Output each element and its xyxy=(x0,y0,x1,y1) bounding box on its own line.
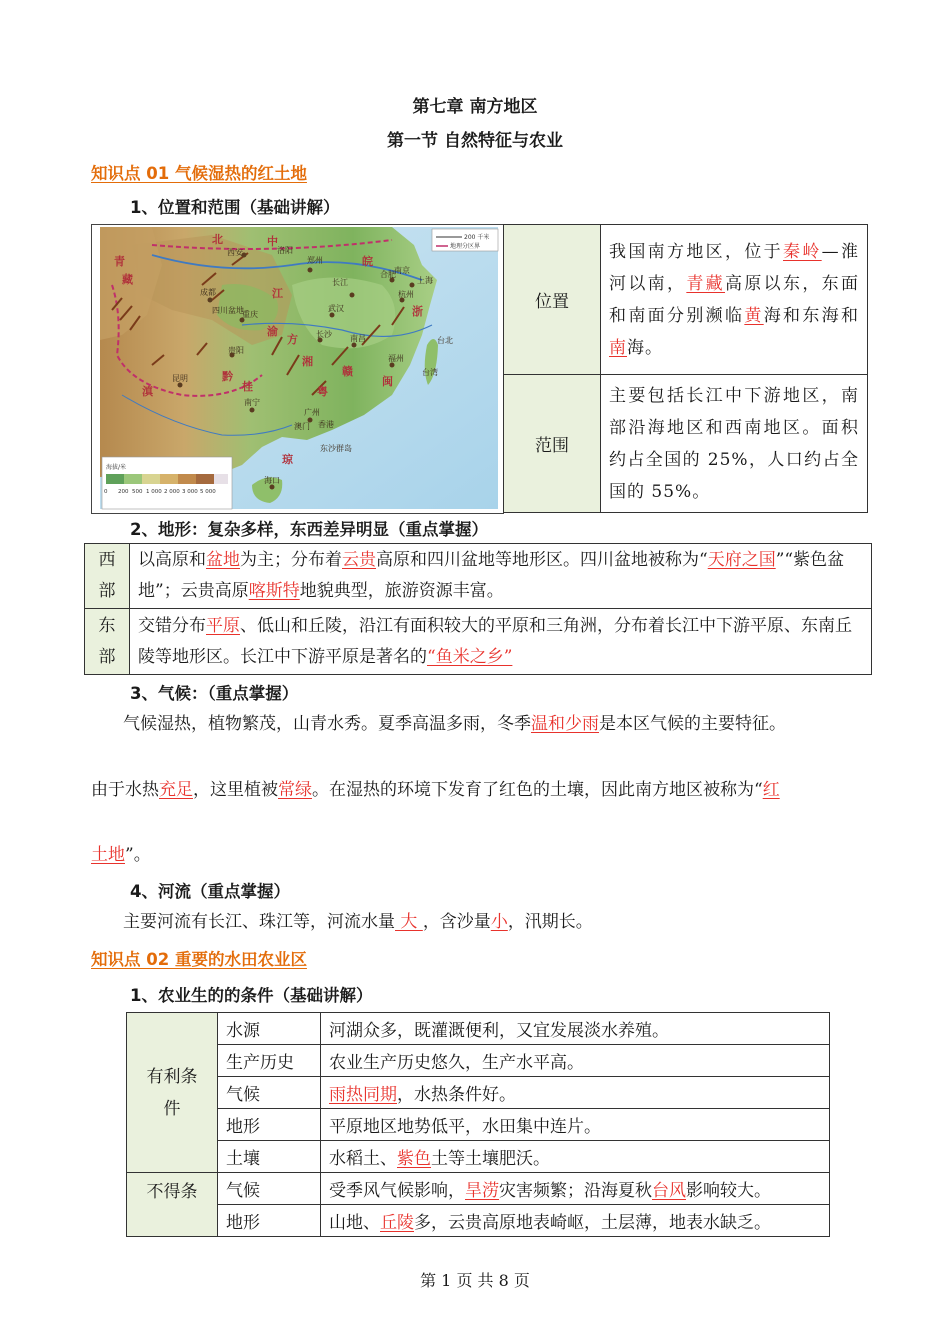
factor-label: 气候 xyxy=(218,1077,321,1109)
climate-heading: 3、气候：（重点掌握） xyxy=(130,684,299,703)
map-place-label: 广州 xyxy=(304,408,320,417)
map-elevation-tick: 2 000 xyxy=(164,489,180,495)
map-place-label: 桂 xyxy=(242,380,253,393)
map-place-label: 福州 xyxy=(388,354,404,363)
terrain-west-text: 以高原和盆地为主；分布着云贵高原和四川盆地等地形区。四川盆地被称为“天府之国”“紫色盆地”；云贵高原喀斯特地貌典型，旅游资源丰富。 xyxy=(130,544,872,609)
map-place-label: 合肥 xyxy=(380,270,396,279)
location-heading: 1、位置和范围（基础讲解） xyxy=(130,198,340,217)
map-elevation-label: 海拔/米 xyxy=(106,464,127,471)
factor-label: 地形 xyxy=(218,1109,321,1141)
map-place-label: 长江 xyxy=(332,278,348,287)
agri-conditions-heading: 1、农业生的的条件（基础讲解） xyxy=(130,986,373,1005)
south-china-map xyxy=(91,224,504,514)
map-place-label: 青 xyxy=(114,255,125,268)
factor-text: 水稻土、紫色土等土壤肥沃。 xyxy=(321,1141,830,1173)
map-place-label: 滇 xyxy=(142,385,153,398)
factor-label: 气候 xyxy=(218,1173,321,1205)
map-place-label: 皖 xyxy=(362,255,373,268)
map-place-label: 东沙群岛 xyxy=(320,444,352,453)
terrain-east-text: 交错分布平原、低山和丘陵，沿江有面积较大的平原和三角洲，分布着长江中下游平原、东南丘陵等地形区。长江中下游平原是著名的“鱼米之乡” xyxy=(130,609,872,675)
river-paragraph: 主要河流有长江、珠江等，河流水量 大 ，含沙量小，汛期长。 xyxy=(123,912,593,932)
map-place-label: 长沙 xyxy=(316,330,332,339)
climate-paragraph-3: 土地”。 xyxy=(91,845,151,865)
map-elevation-tick: 1 000 xyxy=(146,489,162,495)
map-place-label: 琼 xyxy=(282,453,293,466)
map-place-label: 上海 xyxy=(417,276,433,285)
map-place-label: 南京 xyxy=(394,266,410,275)
knowledge-point-1-heading: 知识点 01 气候湿热的红土地 xyxy=(91,164,307,183)
terrain-table xyxy=(84,543,872,675)
map-place-label: 南宁 xyxy=(244,398,260,407)
map-place-label: 浙 xyxy=(412,305,423,318)
scope-label: 范围 xyxy=(504,375,601,513)
factor-text: 雨热同期，水热条件好。 xyxy=(321,1077,830,1109)
map-elevation-tick: 0 xyxy=(104,489,108,495)
climate-paragraph-1: 气候湿热，植物繁茂，山青水秀。夏季高温多雨，冬季温和少雨是本区气候的主要特征。 xyxy=(123,714,786,734)
map-place-label: 成都 xyxy=(200,288,216,297)
factor-label: 水源 xyxy=(218,1013,321,1045)
knowledge-point-2-heading: 知识点 02 重要的水田农业区 xyxy=(91,950,307,969)
map-place-label: 粤 xyxy=(317,385,328,398)
map-place-label: 中 xyxy=(267,235,278,248)
map-place-label: 台北 xyxy=(437,336,453,345)
agri-conditions-table xyxy=(126,1012,830,1237)
map-place-label: 闽 xyxy=(382,375,393,388)
map-elevation-tick: 500 xyxy=(132,489,143,495)
map-place-label: 南昌 xyxy=(350,334,366,343)
climate-paragraph-2: 由于水热充足，这里植被常绿。在湿热的环境下发育了红色的土壤，因此南方地区被称为“红 xyxy=(91,780,780,800)
map-place-label: 香港 xyxy=(318,420,334,429)
map-elevation-scale xyxy=(106,474,228,484)
factor-text: 受季风气候影响，旱涝灾害频繁；沿海夏秋台风影响较大。 xyxy=(321,1173,830,1205)
map-place-label: 藏 xyxy=(122,273,133,286)
map-place-label: 四川盆地 xyxy=(212,306,244,315)
map-place-label: 海口 xyxy=(264,476,280,485)
page-footer: 第 1 页 共 8 页 xyxy=(420,1271,530,1290)
terrain-west-label: 西 部 xyxy=(85,544,130,609)
chapter-title: 第七章 南方地区 xyxy=(412,97,538,117)
map-place-label: 黔 xyxy=(222,370,233,383)
map-elevation-tick: 3 000 xyxy=(182,489,198,495)
terrain-heading: 2、地形：复杂多样，东西差异明显（重点掌握） xyxy=(130,520,488,539)
map-place-label: 洛阳 xyxy=(277,246,293,255)
map-place-label: 武汉 xyxy=(328,304,344,313)
location-scope-table xyxy=(503,224,868,513)
factor-label: 土壤 xyxy=(218,1141,321,1173)
map-place-label: 重庆 xyxy=(242,310,258,319)
favorable-label: 有利条 件 xyxy=(127,1013,218,1173)
section-title: 第一节 自然特征与农业 xyxy=(387,131,563,151)
map-place-label: 西安 xyxy=(227,248,243,257)
terrain-east-label: 东 部 xyxy=(85,609,130,675)
map-place-label: 赣 xyxy=(342,365,353,378)
location-label: 位置 xyxy=(504,225,601,375)
location-text: 我国南方地区，位于秦岭—淮河以南，青藏高原以东，东面和南面分别濒临黄海和东海和南海。 xyxy=(601,225,868,375)
map-place-label: 澳门 xyxy=(294,422,310,431)
map-place-label: 江 xyxy=(272,287,283,300)
map-elevation-tick: 5 000 xyxy=(200,489,216,495)
map-graphic xyxy=(92,225,504,513)
map-place-label: 方 xyxy=(287,333,298,346)
unfavorable-label: 不得条 xyxy=(127,1173,218,1237)
map-place-label: 北 xyxy=(212,233,223,246)
map-place-label: 杭州 xyxy=(398,290,414,299)
map-place-label: 湘 xyxy=(302,355,313,368)
map-place-label: 渝 xyxy=(267,325,278,338)
factor-text: 平原地区地势低平，水田集中连片。 xyxy=(321,1109,830,1141)
map-place-label: 台湾 xyxy=(422,368,438,377)
factor-label: 地形 xyxy=(218,1205,321,1237)
factor-text: 农业生产历史悠久，生产水平高。 xyxy=(321,1045,830,1077)
factor-text: 河湖众多，既灌溉便利，又宜发展淡水养殖。 xyxy=(321,1013,830,1045)
factor-label: 生产历史 xyxy=(218,1045,321,1077)
map-place-label: 郑州 xyxy=(307,256,323,265)
map-scale-label: 200 千米 xyxy=(464,234,490,241)
factor-text: 山地、丘陵多，云贵高原地表崎岖，土层薄，地表水缺乏。 xyxy=(321,1205,830,1237)
map-place-label: 贵阳 xyxy=(228,346,244,355)
river-heading: 4、河流（重点掌握） xyxy=(130,882,290,901)
map-elevation-tick: 200 xyxy=(118,489,129,495)
map-place-label: 昆明 xyxy=(172,374,188,383)
map-legend-boundary: 地理分区界 xyxy=(450,243,481,250)
scope-text: 主要包括长江中下游地区，南部沿海地区和西南地区。面积约占全国的 25%，人口约占全国的 55%。 xyxy=(601,375,868,513)
